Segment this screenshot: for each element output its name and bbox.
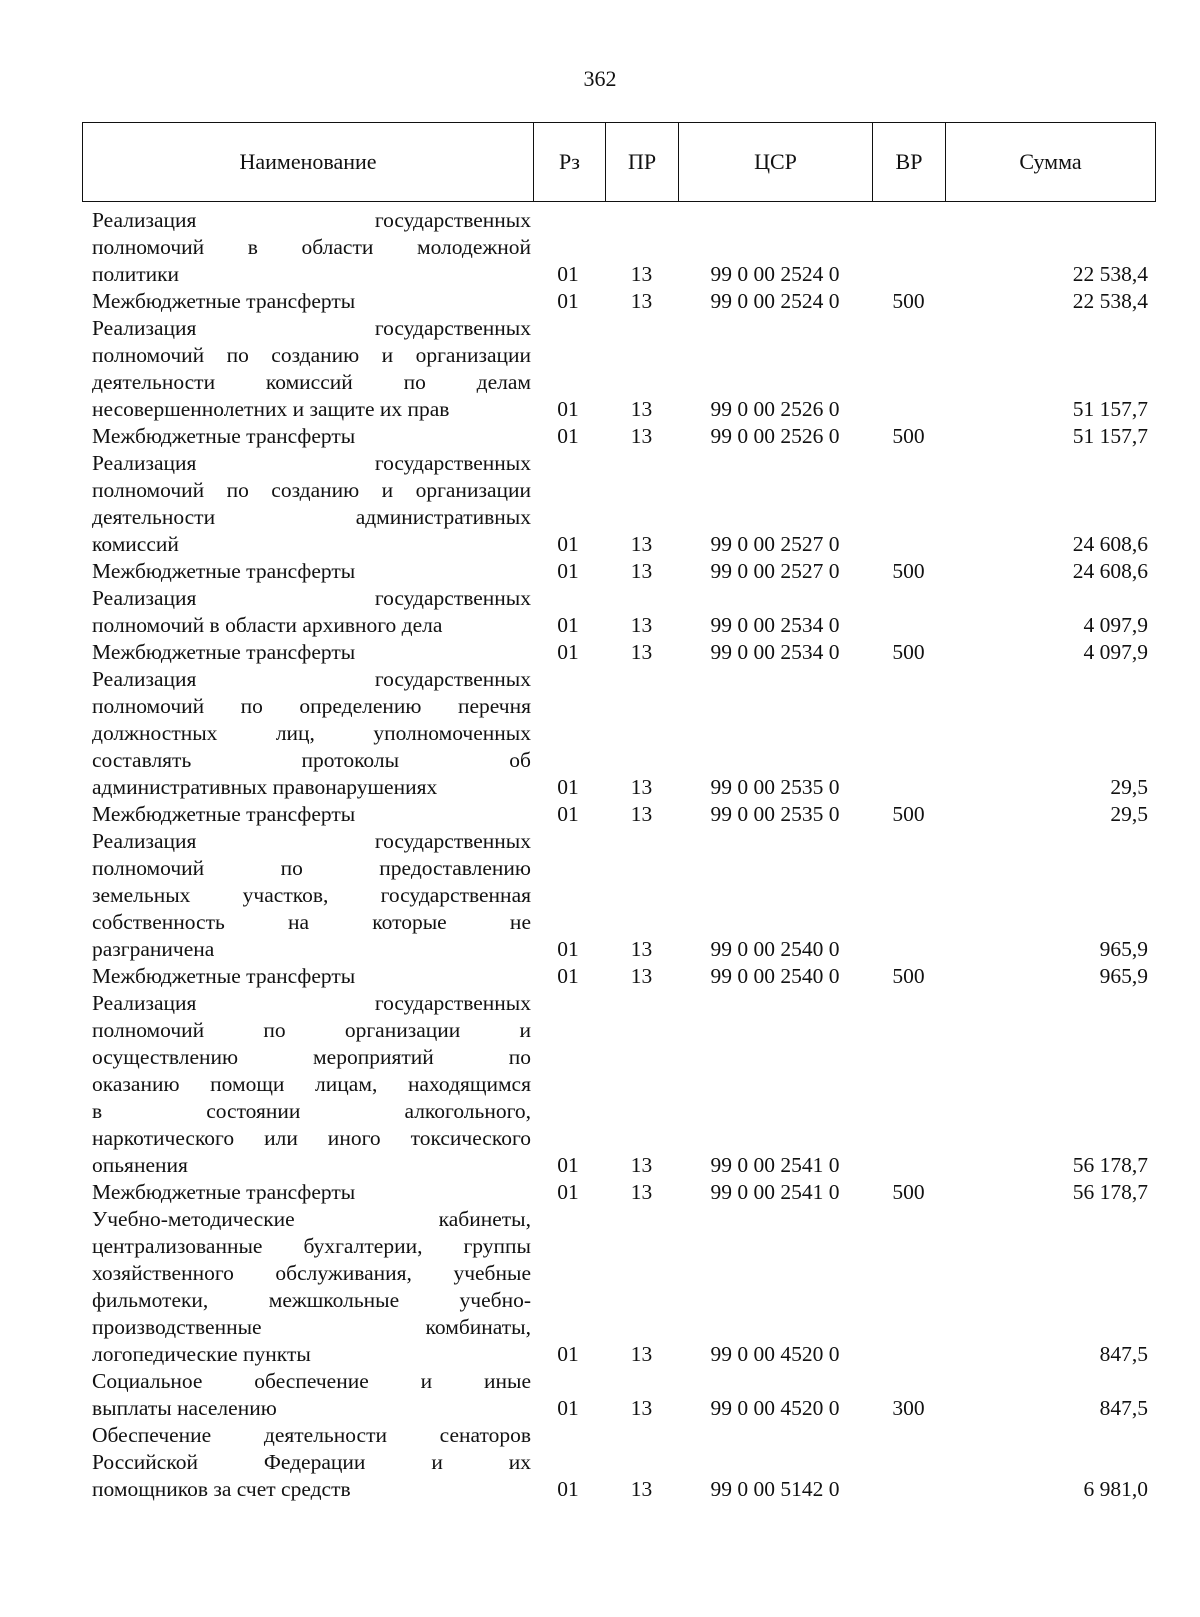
row-name-line: должностных лиц, уполномоченных <box>92 721 531 745</box>
row-csr: 99 0 00 2534 0 <box>710 613 840 637</box>
row-name-line: производственные комбинаты, <box>92 1315 531 1339</box>
row-name <box>82 801 531 828</box>
row-name <box>82 207 531 288</box>
row-sum: 51 157,7 <box>1072 397 1148 421</box>
table-row <box>82 1368 1156 1422</box>
row-name-line: несовершеннолетних и защите их прав <box>92 397 450 421</box>
row-name-line: в состоянии алкогольного, <box>92 1099 531 1123</box>
row-name-line: централизованные бухгалтерии, группы <box>92 1234 531 1258</box>
row-vr: 500 <box>892 1180 925 1204</box>
row-name-line: полномочий по созданию и организации <box>92 343 531 367</box>
row-rz: 01 <box>557 397 579 421</box>
row-rz: 01 <box>557 1477 579 1501</box>
row-sum: 24 608,6 <box>1072 532 1148 556</box>
row-sum: 29,5 <box>1110 775 1148 799</box>
row-name-line: Межбюджетные трансферты <box>92 289 356 313</box>
row-name-line: Реализация государственных <box>92 208 531 232</box>
row-sum: 56 178,7 <box>1072 1180 1148 1204</box>
row-name-line: Реализация государственных <box>92 667 531 691</box>
row-csr: 99 0 00 2540 0 <box>710 937 840 961</box>
row-name <box>82 450 531 558</box>
row-pr: 13 <box>630 559 653 583</box>
row-name-line: Российской Федерации и их <box>92 1450 531 1474</box>
row-csr: 99 0 00 2535 0 <box>710 775 840 799</box>
row-name <box>82 1422 531 1503</box>
row-name <box>82 558 531 585</box>
row-pr: 13 <box>630 1396 653 1420</box>
table-row <box>82 990 1156 1179</box>
row-rz: 01 <box>557 532 579 556</box>
row-vr: 500 <box>892 289 925 313</box>
row-sum: 847,5 <box>1099 1342 1148 1366</box>
row-rz: 01 <box>557 613 579 637</box>
row-name-line: опьянения <box>92 1153 188 1177</box>
row-csr: 99 0 00 2540 0 <box>710 964 840 988</box>
row-sum: 6 981,0 <box>1083 1477 1148 1501</box>
row-vr: 500 <box>892 802 925 826</box>
row-rz: 01 <box>557 1153 579 1177</box>
row-csr: 99 0 00 2527 0 <box>710 559 840 583</box>
header-name: Наименование <box>83 123 534 201</box>
row-csr: 99 0 00 2524 0 <box>710 289 840 313</box>
table-row <box>82 1422 1156 1503</box>
row-name <box>82 315 531 423</box>
row-name-line: Межбюджетные трансферты <box>92 1180 356 1204</box>
row-name-line: Межбюджетные трансферты <box>92 802 356 826</box>
row-name-line: Межбюджетные трансферты <box>92 424 356 448</box>
table-row <box>82 639 1156 666</box>
row-sum: 965,9 <box>1099 937 1148 961</box>
row-rz: 01 <box>557 937 579 961</box>
row-name-line: фильмотеки, межшкольные учебно- <box>92 1288 531 1312</box>
table-row <box>82 963 1156 990</box>
row-rz: 01 <box>557 559 579 583</box>
row-name <box>82 963 531 990</box>
table-row <box>82 1206 1156 1368</box>
header-vr: ВР <box>873 123 946 201</box>
table-row <box>82 666 1156 801</box>
row-sum: 4 097,9 <box>1083 613 1148 637</box>
row-name-line: Реализация государственных <box>92 451 531 475</box>
row-name-line: Реализация государственных <box>92 586 531 610</box>
row-name <box>82 423 531 450</box>
table-row <box>82 558 1156 585</box>
row-name-line: хозяйственного обслуживания, учебные <box>92 1261 531 1285</box>
row-name-line: Межбюджетные трансферты <box>92 559 356 583</box>
row-name-line: комиссий <box>92 532 179 556</box>
row-sum: 51 157,7 <box>1072 424 1148 448</box>
row-rz: 01 <box>557 1180 579 1204</box>
table-row <box>82 585 1156 639</box>
row-pr: 13 <box>630 640 653 664</box>
header-sum: Сумма <box>1019 149 1082 174</box>
row-rz: 01 <box>557 964 579 988</box>
row-pr: 13 <box>630 532 653 556</box>
row-sum: 24 608,6 <box>1072 559 1148 583</box>
row-name <box>82 639 531 666</box>
table-header <box>82 122 1156 202</box>
table-row <box>82 423 1156 450</box>
table-row <box>82 207 1156 288</box>
row-name-line: полномочий по определению перечня <box>92 694 531 718</box>
row-name-line: собственность на которые не <box>92 910 531 934</box>
row-name-line: деятельности комиссий по делам <box>92 370 531 394</box>
row-name <box>82 1179 531 1206</box>
row-rz: 01 <box>557 262 579 286</box>
row-name <box>82 585 531 639</box>
page-number: 362 <box>583 66 617 91</box>
row-name-line: деятельности административных <box>92 505 531 529</box>
row-pr: 13 <box>630 397 653 421</box>
row-sum: 4 097,9 <box>1083 640 1148 664</box>
header-pr: ПР <box>606 123 679 201</box>
row-name-line: выплаты населению <box>92 1396 277 1420</box>
row-name-line: Межбюджетные трансферты <box>92 640 356 664</box>
header-csr: ЦСР <box>679 123 873 201</box>
row-name-line: полномочий по предоставлению <box>92 856 531 880</box>
row-rz: 01 <box>557 424 579 448</box>
row-rz: 01 <box>557 289 579 313</box>
row-pr: 13 <box>630 1477 653 1501</box>
row-pr: 13 <box>630 1342 653 1366</box>
row-rz: 01 <box>557 640 579 664</box>
row-csr: 99 0 00 2541 0 <box>710 1153 840 1177</box>
row-name-line: осуществлению мероприятий по <box>92 1045 531 1069</box>
row-name-line: полномочий в области молодежной <box>92 235 531 259</box>
table-row <box>82 450 1156 558</box>
row-name-line: помощников за счет средств <box>92 1477 351 1501</box>
row-pr: 13 <box>630 262 653 286</box>
row-name-line: оказанию помощи лицам, находящимся <box>92 1072 531 1096</box>
table-row <box>82 288 1156 315</box>
row-csr: 99 0 00 4520 0 <box>710 1342 840 1366</box>
row-csr: 99 0 00 4520 0 <box>710 1396 840 1420</box>
row-sum: 29,5 <box>1110 802 1148 826</box>
row-name <box>82 990 531 1179</box>
row-pr: 13 <box>630 964 653 988</box>
row-vr: 500 <box>892 424 925 448</box>
row-rz: 01 <box>557 775 579 799</box>
row-name <box>82 828 531 963</box>
table-row <box>82 1179 1156 1206</box>
row-name-line: полномочий в области архивного дела <box>92 613 443 637</box>
row-name <box>82 1206 531 1368</box>
row-name-line: наркотического или иного токсического <box>92 1126 531 1150</box>
row-pr: 13 <box>630 1153 653 1177</box>
row-pr: 13 <box>630 613 653 637</box>
row-name <box>82 1368 531 1422</box>
row-csr: 99 0 00 2534 0 <box>710 640 840 664</box>
row-rz: 01 <box>557 1396 579 1420</box>
row-pr: 13 <box>630 424 653 448</box>
row-name-line: логопедические пункты <box>92 1342 311 1366</box>
row-csr: 99 0 00 2526 0 <box>710 397 840 421</box>
row-vr: 300 <box>892 1396 925 1420</box>
row-pr: 13 <box>630 775 653 799</box>
row-name-line: земельных участков, государственная <box>92 883 531 907</box>
row-pr: 13 <box>630 289 653 313</box>
row-name-line: разграничена <box>92 937 215 961</box>
row-vr: 500 <box>892 640 925 664</box>
row-name-line: политики <box>92 262 180 286</box>
row-name-line: Учебно-методические кабинеты, <box>92 1207 531 1231</box>
row-csr: 99 0 00 5142 0 <box>710 1477 840 1501</box>
row-csr: 99 0 00 2526 0 <box>710 424 840 448</box>
row-csr: 99 0 00 2527 0 <box>710 532 840 556</box>
table-body <box>82 207 1156 1503</box>
row-vr: 500 <box>892 964 925 988</box>
row-name-line: административных правонарушениях <box>92 775 438 799</box>
table-row <box>82 315 1156 423</box>
table-row <box>82 801 1156 828</box>
row-name <box>82 288 531 315</box>
row-sum: 22 538,4 <box>1072 262 1148 286</box>
row-sum: 22 538,4 <box>1072 289 1148 313</box>
row-name-line: Реализация государственных <box>92 991 531 1015</box>
row-rz: 01 <box>557 802 579 826</box>
row-name-line: полномочий по организации и <box>92 1018 531 1042</box>
table-row <box>82 828 1156 963</box>
row-name-line: Межбюджетные трансферты <box>92 964 356 988</box>
row-name-line: составлять протоколы об <box>92 748 531 772</box>
row-csr: 99 0 00 2535 0 <box>710 802 840 826</box>
row-name <box>82 666 531 801</box>
row-name-line: Социальное обеспечение и иные <box>92 1369 531 1393</box>
row-name-line: полномочий по созданию и организации <box>92 478 531 502</box>
row-pr: 13 <box>630 1180 653 1204</box>
row-name-line: Реализация государственных <box>92 829 531 853</box>
row-name-line: Обеспечение деятельности сенаторов <box>92 1423 531 1447</box>
row-rz: 01 <box>557 1342 579 1366</box>
row-sum: 847,5 <box>1099 1396 1148 1420</box>
row-sum: 965,9 <box>1099 964 1148 988</box>
header-rz: Рз <box>534 123 606 201</box>
row-vr: 500 <box>892 559 925 583</box>
row-pr: 13 <box>630 802 653 826</box>
row-csr: 99 0 00 2524 0 <box>710 262 840 286</box>
row-csr: 99 0 00 2541 0 <box>710 1180 840 1204</box>
row-sum: 56 178,7 <box>1072 1153 1148 1177</box>
row-pr: 13 <box>630 937 653 961</box>
row-name-line: Реализация государственных <box>92 316 531 340</box>
